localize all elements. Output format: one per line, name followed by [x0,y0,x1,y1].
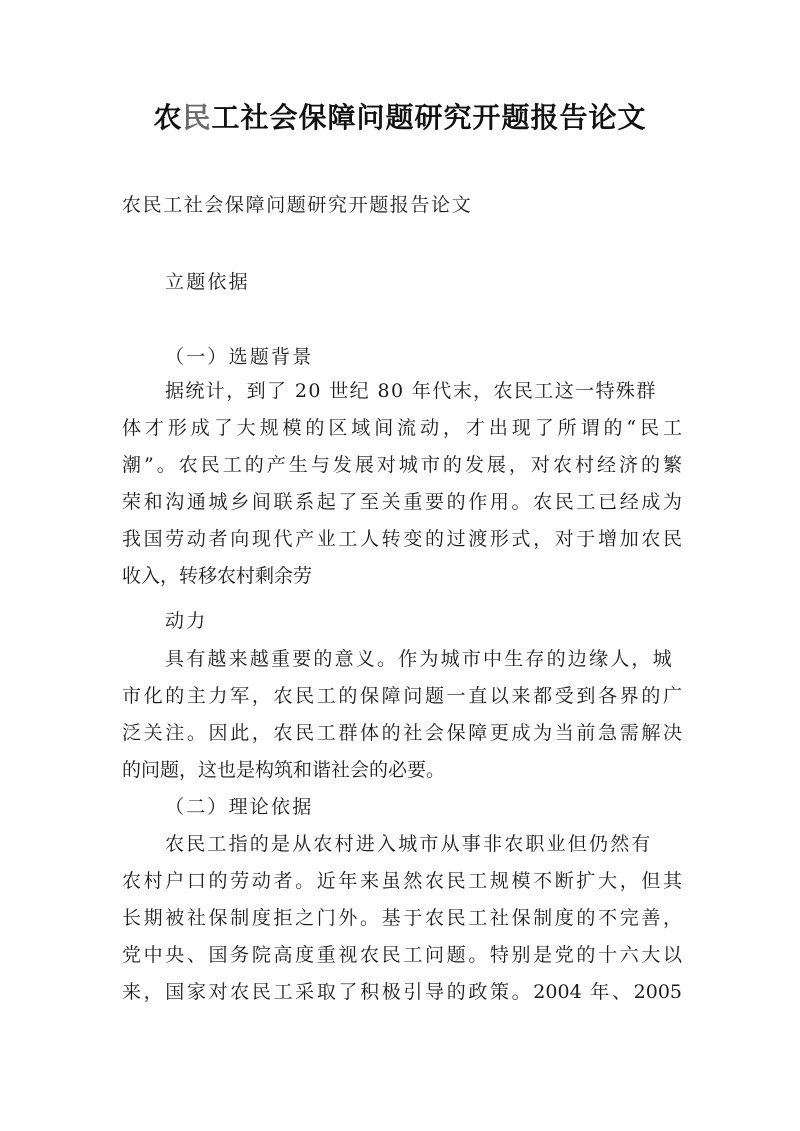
paragraph-line: 据统计，到了 20 世纪 80 年代末，农民工这一特殊群 [165,380,657,402]
paragraph-line: 市化的主力军，农民工的保障问题一直以来都受到各界的广 [122,685,682,707]
document-title [0,96,800,136]
paragraph-line: 农村户口的劳动者。近年来虽然农民工规模不断扩大，但其 [122,870,682,892]
title-part-2: 工社会保障问题研究开题报告论文 [211,101,647,134]
paragraph-line: 泛关注。因此，农民工群体的社会保障更成为当前急需解决 [122,722,682,744]
paragraph-line: 的问题，这也是构筑和谐社会的必要。 [122,759,446,781]
section-heading: 立题依据 [165,271,250,293]
paragraph-line: 党中央、国务院高度重视农民工问题。特别是党的十六大以 [122,944,682,966]
paragraph-line: 长期被社保制度拒之门外。基于农民工社保制度的不完善， [122,907,682,929]
paragraph-line: 农民工指的是从农村进入城市从事非农职业但仍然有 [165,833,653,855]
title-accent-char: 民 [182,101,212,134]
subsection-heading-background: （一）选题背景 [165,346,314,368]
title-part-1: 农 [153,101,183,134]
paragraph-line: 体才形成了大规模的区域间流动，才出现了所谓的“民工 [122,417,682,439]
subsection-heading-theory: （二）理论依据 [165,796,314,818]
paragraph-line: 荣和沟通城乡间联系起了至关重要的作用。农民工已经成为 [122,491,682,513]
paragraph-line: 收入，转移农村剩余劳 [122,565,313,587]
paragraph-line: 潮”。农民工的产生与发展对城市的发展，对农村经济的繁 [122,454,682,476]
paragraph-continuation: 动力 [165,610,208,632]
paragraph-line: 来，国家对农民工采取了积极引导的政策。2004 年、2005 [122,981,682,1003]
document-subtitle: 农民工社会保障问题研究开题报告论文 [122,194,473,216]
paragraph-line: 具有越来越重要的意义。作为城市中生存的边缘人，城 [165,648,674,670]
paragraph-line: 我国劳动者向现代产业工人转变的过渡形式，对于增加农民 [122,528,682,550]
